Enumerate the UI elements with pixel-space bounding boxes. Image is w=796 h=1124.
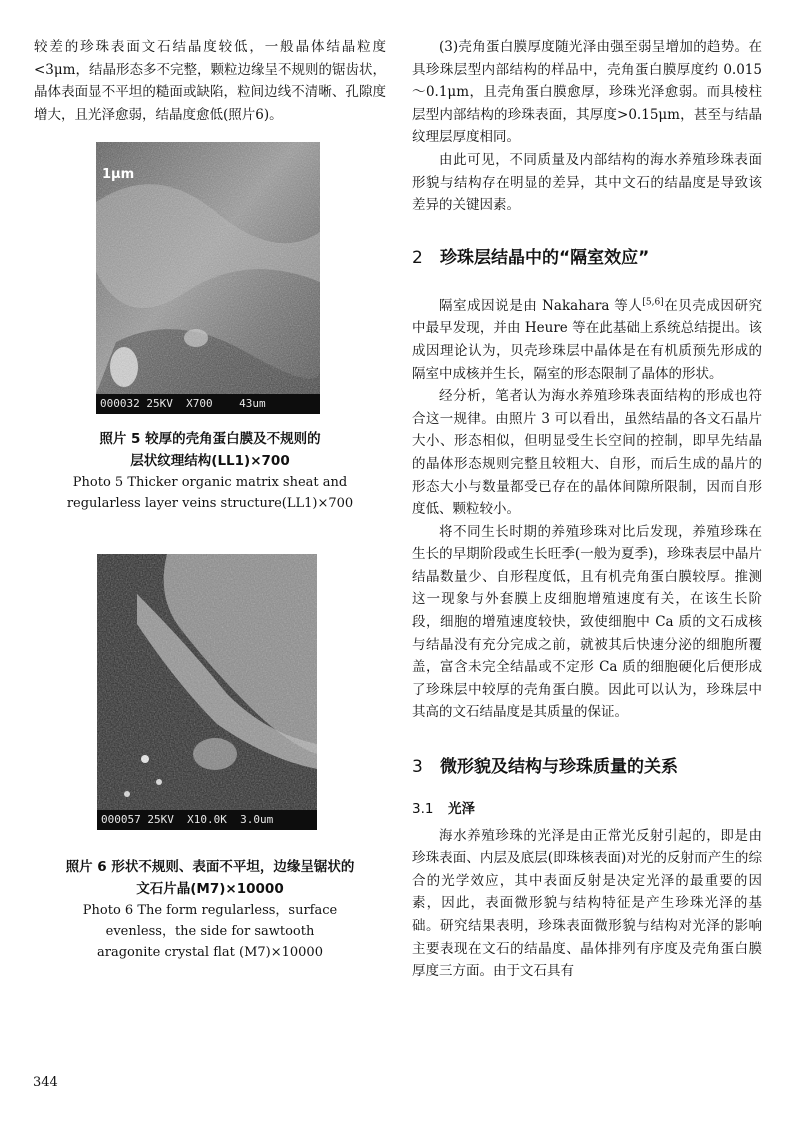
section-number: 3 [412,757,423,778]
paragraph-text: 隔室成因说是由 Nakahara 等人 [439,297,643,314]
photo6-caption-en-line1: Photo 6 The form regularless，surface [82,903,338,919]
section-title: 珍珠层结晶中的“隔室效应” [440,247,650,268]
citation-ref: [5,6] [642,297,664,308]
photo6-caption-en-line2: evenless，the side for sawtooth [105,924,315,940]
photo5-caption-en [34,472,386,514]
page-number: 344 [33,1075,58,1090]
sem-photo-6 [97,554,317,830]
paragraph-text: 在贝壳成因研究中最早发现，并由 Heure 等在此基础上系统总结提出。该成因理论认为，贝壳珍珠层中晶体是在有机质预先形成的隔室中成核并生长，隔室的形态限制了晶体的形状。 [412,297,763,382]
photo6-caption-cn-line2: 文石片晶(M7)×10000 [136,881,284,898]
section-number: 2 [412,247,423,268]
left-column [34,36,386,963]
photo5-corner-label: 1μm [102,167,135,183]
paragraph-organic-matrix: (3)壳角蛋白膜厚度随光泽由强至弱呈增加的趋势。在具珍珠层型内部结构的样品中，壳角蛋白膜厚度约 0.015～0.1μm，且壳角蛋白膜愈厚，珍珠光泽愈弱。而具棱柱层型内部结构的珍珠表面，其厚度>0.15μm，甚至与结晶纹理层厚度相同。 [412,39,762,146]
photo5-scale-bar: 000032 25KV X700 43um [96,394,320,414]
subsection-title: 光泽 [448,801,475,818]
photo6-caption-en-line3: aragonite crystal flat (M7)×10000 [97,945,323,961]
paragraph-analysis: 经分析，笔者认为海水养殖珍珠表面结构的形成也符合这一规律。由照片 3 可以看出，虽然结晶的各文石晶片大小、形态相似，但明显受生长空间的控制，即早先结晶的晶体形态规则完整且较粗大、自形，而后生成的晶片的形态大小与数量都受已存在的晶体间隙所限制，因而自形度低、颗粒较小。 [412,388,762,518]
photo5-caption-cn-line2: 层状纹理结构(LL1)×700 [130,453,290,470]
photo6-caption-cn [34,856,386,900]
paragraph-luster: 海水养殖珍珠的光泽是由正常光反射引起的，即是由珍珠表面、内层及底层(即珠核表面)对光的反射而产生的综合的光学效应，其中表面反射是决定光泽的最重要的因素，因此，表面微形貌与结构特征是产生珍珠光泽的基础。研究结果表明，珍珠表面微形貌与结构对光泽的影响主要表现在文石的结晶度、晶体排列有序度及壳角蛋白膜厚度三方面。由于文石具有 [412,827,762,980]
sem-photo-5 [96,142,320,414]
sem-photo-6-image [97,554,317,830]
photo5-caption-cn [34,428,386,472]
photo6-caption-cn-line1: 照片 6 形状不规则、表面不平坦，边缘呈锯状的 [65,859,355,876]
section-heading-2 [412,243,762,273]
photo5-caption-en-line1: Photo 5 Thicker organic matrix sheat and [72,475,348,491]
paragraph-compartment-theory [412,295,762,385]
photo5-caption-en-line2: regularless layer veins structure(LL1)×700 [66,496,354,512]
section-title: 微形貌及结构与珍珠质量的关系 [440,757,678,778]
section-heading-3 [412,752,762,782]
photo6-scale-bar: 000057 25KV X10.0K 3.0um [97,810,317,830]
paragraph-conclusion: 由此可见，不同质量及内部结构的海水养殖珍珠表面形貌与结构存在明显的差异，其中文石的结晶度是导致该差异的关键因素。 [412,151,762,214]
paragraph-growth-stage: 将不同生长时期的养殖珍珠对比后发现，养殖珍珠在生长的早期阶段或生长旺季(一般为夏季)，珍珠表层中晶片结晶数量少、自形程度低，且有机壳角蛋白膜较厚。推测这一现象与外套膜上皮细胞增殖速度有关，在该生长阶段，细胞的增殖速度较快，致使细胞中 Ca 质的文石成核与结晶没有充分完成之前，就被其后快速分泌的细胞所覆盖，富含未完全结晶或不定形 Ca 质的细胞硬化后便形成了珍珠层中较厚的壳角蛋白膜。因此可以认为，珍珠层中其高的文石结晶度是其质量的保证。 [412,523,762,721]
subsection-heading-3-1 [412,798,762,821]
subsection-number: 3.1 [412,801,434,818]
right-column [412,36,762,983]
photo6-caption-en [34,900,386,963]
photo5-caption-cn-line1: 照片 5 较厚的壳角蛋白膜及不规则的 [99,431,321,448]
paragraph-crystallinity-low: 较差的珍珠表面文石结晶度较低，一般晶体结晶粒度<3μm，结晶形态多不完整，颗粒边缘呈不规则的锯齿状，晶体表面显不平坦的糙面或缺陷，粒间边线不清晰、孔隙度增大，且光泽愈弱，结晶度愈低(照片6)。 [34,39,386,123]
